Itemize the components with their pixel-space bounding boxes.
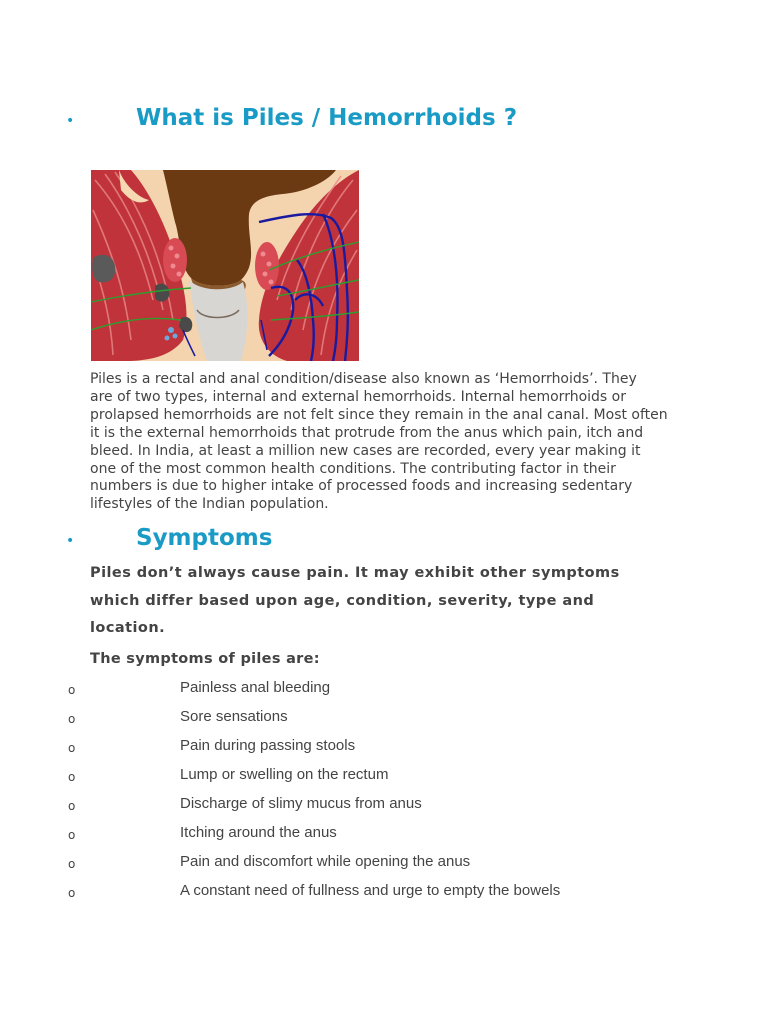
section-bullet: • (66, 113, 75, 129)
section-heading-symptoms: Symptoms (136, 525, 273, 551)
paragraph-line: location. (90, 620, 166, 636)
paragraph-line: Piles don’t always cause pain. It may exhibit other symptoms (90, 565, 620, 581)
list-item (0, 795, 768, 824)
section-paragraph-piles-intro (90, 371, 690, 514)
list-item (0, 708, 768, 737)
paragraph-line: one of the most common health conditions. The contributing factor in their (90, 460, 616, 477)
list-marker: o (68, 770, 76, 784)
section-heading-what-is-piles: What is Piles / Hemorrhoids ? (136, 105, 518, 131)
list-item (0, 853, 768, 882)
list-item-text: Painless anal bleeding (180, 679, 331, 696)
paragraph-line: numbers is due to higher intake of processed foods and increasing sedentary (90, 478, 633, 495)
list-marker: o (68, 683, 76, 697)
paragraph-line: which differ based upon age, condition, severity, type and (90, 592, 595, 609)
list-item (0, 766, 768, 795)
list-marker: o (68, 741, 76, 755)
symptoms-intro-paragraph (90, 560, 690, 643)
list-item-text: Itching around the anus (180, 824, 337, 841)
paragraph-line: bleed. In India, at least a million new cases are recorded, every year making it (90, 442, 641, 459)
list-item-text: Sore sensations (180, 708, 288, 725)
list-item (0, 679, 768, 708)
paragraph-line: are of two types, internal and external hemorrhoids. Internal hemorrhoids or (90, 388, 626, 405)
hemorrhoids-anatomy-illustration (91, 170, 359, 361)
list-marker: o (68, 857, 76, 871)
list-item-text: Discharge of slimy mucus from anus (180, 795, 422, 812)
paragraph-line: Piles is a rectal and anal condition/disease also known as ‘Hemorrhoids’. They (90, 371, 637, 387)
symptoms-list (0, 679, 768, 911)
symptoms-lead-text: The symptoms of piles are: (90, 651, 320, 667)
paragraph-line: it is the external hemorrhoids that protrude from the anus which pain, itch and (90, 424, 644, 441)
list-marker: o (68, 886, 76, 900)
list-marker: o (68, 712, 76, 726)
list-item-text: A constant need of fullness and urge to empty the bowels (180, 882, 561, 899)
list-item (0, 882, 768, 911)
paragraph-line: prolapsed hemorrhoids are not felt since they remain in the anal canal. Most often (90, 406, 668, 423)
list-item-text: Pain and discomfort while opening the anus (180, 853, 471, 870)
list-marker: o (68, 828, 76, 842)
list-item (0, 824, 768, 853)
list-item (0, 737, 768, 766)
list-item-text: Pain during passing stools (180, 737, 356, 754)
paragraph-line: lifestyles of the Indian population. (90, 496, 329, 513)
section-bullet: • (66, 533, 75, 549)
list-marker: o (68, 799, 76, 813)
list-item-text: Lump or swelling on the rectum (180, 766, 389, 783)
